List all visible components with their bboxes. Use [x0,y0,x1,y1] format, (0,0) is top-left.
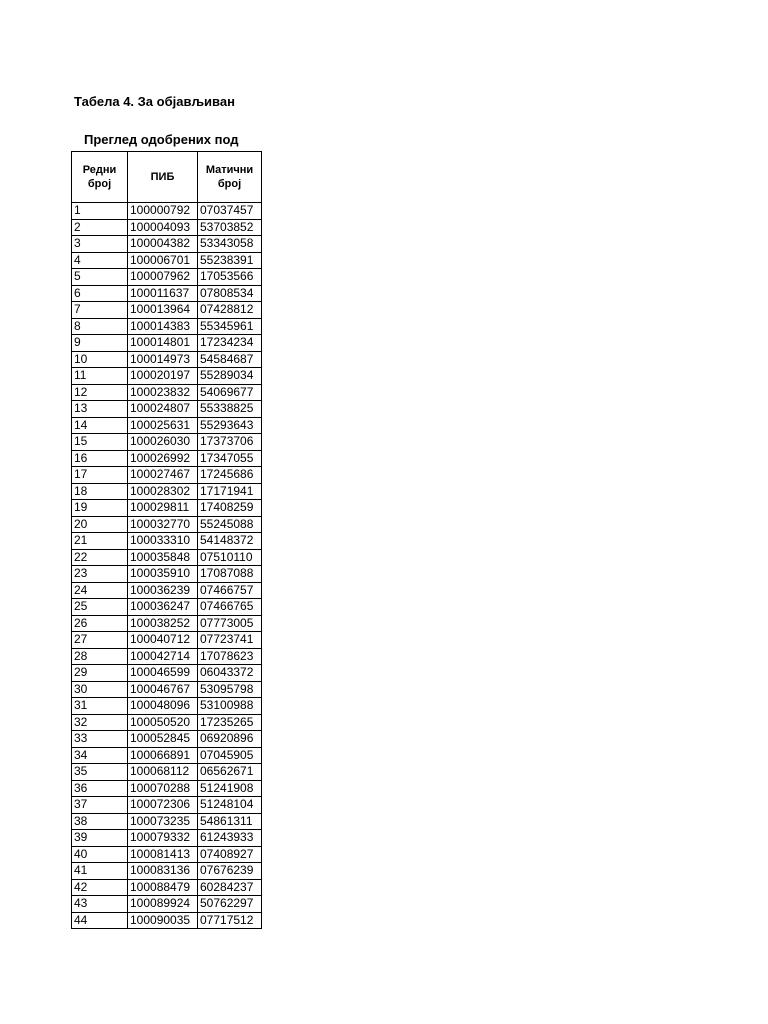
cell-redni-broj: 22 [72,549,128,566]
cell-maticni-broj: 54584687 [198,351,262,368]
table-row [72,830,262,847]
cell-maticni-broj: 07510110 [198,549,262,566]
cell-maticni-broj: 07045905 [198,747,262,764]
cell-pib: 100023832 [128,384,198,401]
cell-maticni-broj: 50762297 [198,896,262,913]
table-row [72,467,262,484]
cell-redni-broj: 26 [72,615,128,632]
cell-maticni-broj: 17078623 [198,648,262,665]
cell-redni-broj: 38 [72,813,128,830]
cell-redni-broj: 23 [72,566,128,583]
cell-pib: 100079332 [128,830,198,847]
cell-maticni-broj: 07808534 [198,285,262,302]
cell-maticni-broj: 07428812 [198,302,262,319]
table-row [72,219,262,236]
cell-pib: 100014973 [128,351,198,368]
cell-pib: 100070288 [128,780,198,797]
cell-redni-broj: 16 [72,450,128,467]
cell-pib: 100007962 [128,269,198,286]
cell-pib: 100026992 [128,450,198,467]
cell-pib: 100072306 [128,797,198,814]
table-row [72,252,262,269]
cell-pib: 100046767 [128,681,198,698]
cell-redni-broj: 19 [72,500,128,517]
cell-redni-broj: 7 [72,302,128,319]
cell-maticni-broj: 07676239 [198,863,262,880]
cell-pib: 100089924 [128,896,198,913]
cell-pib: 100083136 [128,863,198,880]
cell-redni-broj: 15 [72,434,128,451]
cell-redni-broj: 29 [72,665,128,682]
cell-redni-broj: 24 [72,582,128,599]
cell-maticni-broj: 54148372 [198,533,262,550]
cell-pib: 100014383 [128,318,198,335]
cell-redni-broj: 34 [72,747,128,764]
table-row [72,285,262,302]
cell-redni-broj: 4 [72,252,128,269]
header-maticni-broj: Матични број [198,152,262,203]
cell-pib: 100013964 [128,302,198,319]
cell-maticni-broj: 55345961 [198,318,262,335]
cell-maticni-broj: 51241908 [198,780,262,797]
table-body [72,203,262,929]
cell-maticni-broj: 07466765 [198,599,262,616]
cell-redni-broj: 5 [72,269,128,286]
cell-maticni-broj: 07773005 [198,615,262,632]
table-row [72,846,262,863]
cell-redni-broj: 18 [72,483,128,500]
cell-redni-broj: 25 [72,599,128,616]
cell-pib: 100050520 [128,714,198,731]
table-row [72,780,262,797]
table-row [72,236,262,253]
cell-pib: 100029811 [128,500,198,517]
cell-redni-broj: 40 [72,846,128,863]
cell-pib: 100066891 [128,747,198,764]
cell-maticni-broj: 17234234 [198,335,262,352]
table-row [72,863,262,880]
table-row [72,566,262,583]
cell-redni-broj: 28 [72,648,128,665]
table-row [72,797,262,814]
table-row [72,681,262,698]
cell-pib: 100033310 [128,533,198,550]
cell-pib: 100038252 [128,615,198,632]
cell-maticni-broj: 06043372 [198,665,262,682]
table-row [72,747,262,764]
cell-redni-broj: 11 [72,368,128,385]
table-row [72,549,262,566]
cell-pib: 100035848 [128,549,198,566]
cell-maticni-broj: 55245088 [198,516,262,533]
cell-redni-broj: 2 [72,219,128,236]
cell-pib: 100068112 [128,764,198,781]
cell-maticni-broj: 55289034 [198,368,262,385]
cell-redni-broj: 42 [72,879,128,896]
table-row [72,417,262,434]
table-row [72,401,262,418]
table-row [72,351,262,368]
cell-pib: 100081413 [128,846,198,863]
cell-pib: 100036239 [128,582,198,599]
table-row [72,615,262,632]
cell-redni-broj: 36 [72,780,128,797]
cell-maticni-broj: 07408927 [198,846,262,863]
table-row [72,813,262,830]
cell-maticni-broj: 07037457 [198,203,262,220]
cell-redni-broj: 10 [72,351,128,368]
cell-maticni-broj: 53703852 [198,219,262,236]
cell-pib: 100090035 [128,912,198,929]
cell-pib: 100088479 [128,879,198,896]
table-row [72,516,262,533]
cell-pib: 100048096 [128,698,198,715]
cell-maticni-broj: 53095798 [198,681,262,698]
table-header-row [72,152,262,203]
cell-pib: 100073235 [128,813,198,830]
cell-pib: 100052845 [128,731,198,748]
cell-maticni-broj: 61243933 [198,830,262,847]
cell-redni-broj: 13 [72,401,128,418]
cell-maticni-broj: 53343058 [198,236,262,253]
cell-maticni-broj: 17053566 [198,269,262,286]
data-table [71,151,262,929]
cell-maticni-broj: 07466757 [198,582,262,599]
cell-redni-broj: 44 [72,912,128,929]
table-row [72,434,262,451]
cell-maticni-broj: 07717512 [198,912,262,929]
cell-pib: 100036247 [128,599,198,616]
table-row [72,879,262,896]
cell-redni-broj: 3 [72,236,128,253]
table-row [72,648,262,665]
table-row [72,368,262,385]
table-subtitle: Преглед одобрених под [84,132,239,147]
cell-pib: 100024807 [128,401,198,418]
cell-maticni-broj: 17347055 [198,450,262,467]
table-row [72,500,262,517]
cell-maticni-broj: 17373706 [198,434,262,451]
table-row [72,582,262,599]
table-row [72,302,262,319]
cell-pib: 100032770 [128,516,198,533]
cell-redni-broj: 9 [72,335,128,352]
cell-maticni-broj: 17171941 [198,483,262,500]
cell-pib: 100000792 [128,203,198,220]
table-row [72,764,262,781]
cell-maticni-broj: 55238391 [198,252,262,269]
header-pib: ПИБ [128,152,198,203]
cell-pib: 100027467 [128,467,198,484]
cell-pib: 100040712 [128,632,198,649]
cell-pib: 100025631 [128,417,198,434]
cell-redni-broj: 27 [72,632,128,649]
cell-maticni-broj: 17235265 [198,714,262,731]
cell-maticni-broj: 60284237 [198,879,262,896]
cell-redni-broj: 43 [72,896,128,913]
cell-redni-broj: 20 [72,516,128,533]
cell-maticni-broj: 06920896 [198,731,262,748]
cell-redni-broj: 1 [72,203,128,220]
cell-maticni-broj: 17087088 [198,566,262,583]
cell-pib: 100028302 [128,483,198,500]
cell-redni-broj: 35 [72,764,128,781]
cell-redni-broj: 8 [72,318,128,335]
table-row [72,203,262,220]
cell-redni-broj: 37 [72,797,128,814]
document-title: Табела 4. За објављиван [74,94,235,109]
cell-pib: 100020197 [128,368,198,385]
table-row [72,318,262,335]
cell-maticni-broj: 53100988 [198,698,262,715]
table-row [72,698,262,715]
table-row [72,483,262,500]
cell-maticni-broj: 17408259 [198,500,262,517]
cell-maticni-broj: 51248104 [198,797,262,814]
cell-maticni-broj: 06562671 [198,764,262,781]
cell-redni-broj: 30 [72,681,128,698]
cell-pib: 100004382 [128,236,198,253]
table-row [72,731,262,748]
table-row [72,896,262,913]
cell-maticni-broj: 07723741 [198,632,262,649]
table-row [72,632,262,649]
cell-maticni-broj: 17245686 [198,467,262,484]
cell-pib: 100004093 [128,219,198,236]
cell-redni-broj: 21 [72,533,128,550]
cell-maticni-broj: 55338825 [198,401,262,418]
table-row [72,665,262,682]
cell-pib: 100006701 [128,252,198,269]
table-row [72,269,262,286]
cell-redni-broj: 39 [72,830,128,847]
cell-redni-broj: 41 [72,863,128,880]
cell-pib: 100026030 [128,434,198,451]
cell-pib: 100042714 [128,648,198,665]
cell-pib: 100046599 [128,665,198,682]
table-row [72,384,262,401]
table-row [72,335,262,352]
cell-maticni-broj: 54069677 [198,384,262,401]
table-row [72,450,262,467]
cell-redni-broj: 17 [72,467,128,484]
cell-pib: 100035910 [128,566,198,583]
cell-redni-broj: 31 [72,698,128,715]
table-row [72,714,262,731]
cell-redni-broj: 32 [72,714,128,731]
table-row [72,912,262,929]
cell-pib: 100011637 [128,285,198,302]
cell-redni-broj: 33 [72,731,128,748]
table-row [72,533,262,550]
cell-pib: 100014801 [128,335,198,352]
cell-redni-broj: 12 [72,384,128,401]
table-row [72,599,262,616]
cell-maticni-broj: 54861311 [198,813,262,830]
header-redni-broj: Редни број [72,152,128,203]
cell-redni-broj: 14 [72,417,128,434]
cell-redni-broj: 6 [72,285,128,302]
cell-maticni-broj: 55293643 [198,417,262,434]
